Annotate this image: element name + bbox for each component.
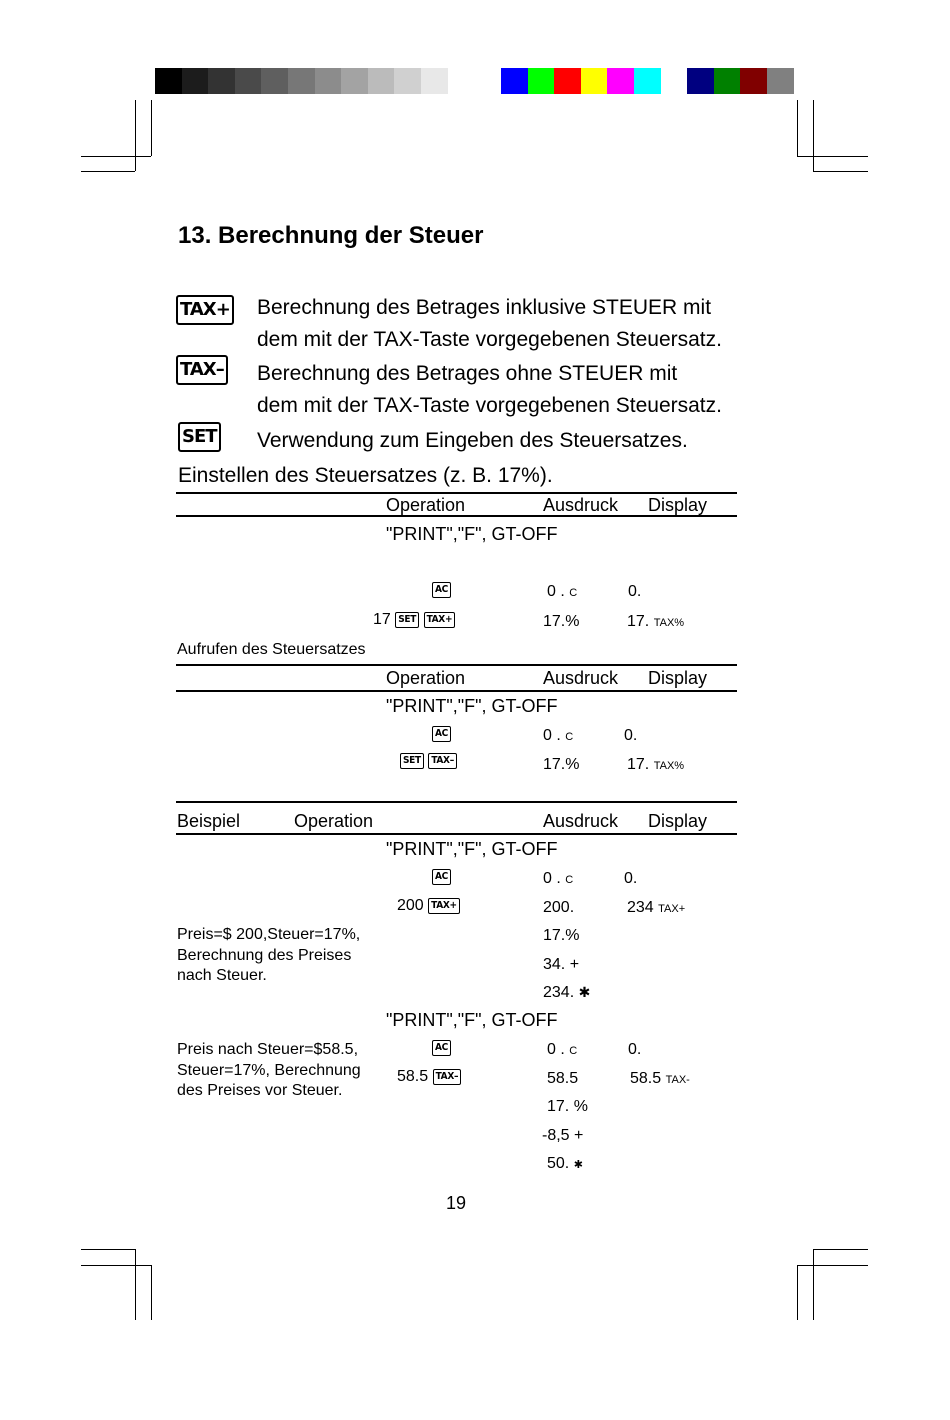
color-swatch [607, 68, 634, 94]
mode-setting: "PRINT","F", GT-OFF [386, 839, 558, 859]
gray-swatch [261, 68, 288, 94]
set-description: Verwendung zum Eingeben des Steuersatzes. [257, 429, 688, 452]
operation-keys [397, 897, 460, 915]
operation-keys [432, 868, 451, 886]
header-operation: Operation [294, 811, 374, 831]
gray-swatch [341, 68, 368, 94]
dark-swatch [740, 68, 767, 94]
tax-plus-key-icon: TAX+ [428, 898, 460, 914]
ausdruck-number: 0 . [547, 1041, 565, 1058]
description-line: Preis nach Steuer=$58.5, [177, 1041, 359, 1058]
set-key-icon: SET [178, 422, 221, 452]
ausdruck-value [543, 870, 573, 888]
ausdruck-value [543, 727, 573, 745]
description-line: nach Steuer. [177, 967, 267, 984]
tax-minus-key-icon: TAX– [428, 753, 457, 769]
display-value [627, 613, 684, 631]
color-swatch [554, 68, 581, 94]
gray-swatch [421, 68, 448, 94]
ac-key-icon: AC [432, 1040, 451, 1056]
recall-label: Aufrufen des Steuersatzes [177, 641, 366, 658]
example-description [177, 1040, 361, 1102]
operation-number: 200 [397, 897, 424, 914]
color-swatch [634, 68, 661, 94]
ausdruck-suffix: C [565, 874, 574, 886]
description-line: des Preises vor Steuer. [177, 1082, 343, 1099]
ausdruck-value: 17.% [543, 613, 580, 630]
table-rule [176, 690, 737, 692]
display-value: 0. [624, 727, 638, 744]
ausdruck-value [547, 1041, 577, 1059]
color-swatch [581, 68, 608, 94]
gray-swatch [288, 68, 315, 94]
gray-swatch [315, 68, 342, 94]
display-value: 0. [628, 583, 642, 600]
ausdruck-suffix: C [569, 1045, 578, 1057]
operation-keys [432, 581, 451, 599]
tax-plus-description [257, 292, 722, 356]
operation-keys [432, 1039, 451, 1057]
display-number: 17. [627, 756, 650, 773]
mode-setting: "PRINT","F", GT-OFF [386, 1010, 558, 1030]
ac-key-icon: AC [432, 582, 451, 598]
dark-swatch [714, 68, 741, 94]
header-operation: Operation [386, 495, 466, 515]
display-number: 17. [627, 613, 650, 630]
ausdruck-value [543, 984, 590, 1002]
gray-swatch [182, 68, 209, 94]
description-line: dem mit der TAX-Taste vorgegebenen Steuersatz. [257, 394, 722, 417]
operation-keys [400, 752, 457, 770]
display-value: 0. [628, 1041, 642, 1058]
ausdruck-value [547, 583, 577, 601]
tax-plus-key-icon: TAX+ [176, 295, 234, 325]
display-value [627, 756, 684, 774]
display-value [627, 899, 685, 917]
ac-key-icon: AC [432, 726, 451, 742]
description-line: dem mit der TAX-Taste vorgegebenen Steuersatz. [257, 328, 722, 351]
set-key-icon: SET [395, 612, 419, 628]
table-rule [176, 664, 737, 666]
mode-setting: "PRINT","F", GT-OFF [386, 524, 558, 544]
operation-number: 58.5 [397, 1068, 429, 1085]
ausdruck-number: 50. [547, 1155, 570, 1172]
header-ausdruck: Ausdruck [543, 811, 619, 831]
header-beispiel: Beispiel [177, 811, 241, 831]
ausdruck-number: 0 . [543, 870, 561, 887]
description-line: Berechnung des Betrages ohne STEUER mit [257, 362, 678, 385]
gray-swatch [208, 68, 235, 94]
display-number: 234 [627, 899, 654, 916]
gray-swatch [155, 68, 182, 94]
set-key-icon: SET [400, 753, 424, 769]
display-value [630, 1070, 690, 1088]
gray-swatch [235, 68, 262, 94]
operation-keys [373, 611, 455, 629]
ausdruck-value: 34. + [543, 956, 580, 973]
header-display: Display [648, 495, 708, 515]
display-suffix: TAX- [665, 1074, 690, 1086]
dark-swatch [767, 68, 794, 94]
display-number: 58.5 [630, 1070, 662, 1087]
display-suffix: TAX% [653, 760, 685, 772]
ausdruck-value: -8,5 + [542, 1127, 584, 1144]
ac-key-icon: AC [432, 869, 451, 885]
tax-minus-description [257, 358, 722, 422]
ausdruck-value: 17.% [543, 756, 580, 773]
tax-minus-key-icon: TAX– [176, 355, 228, 385]
ausdruck-value [547, 1155, 583, 1173]
header-ausdruck: Ausdruck [543, 495, 619, 515]
ausdruck-value: 17. % [547, 1098, 588, 1115]
ausdruck-value: 200. [543, 899, 575, 916]
header-ausdruck: Ausdruck [543, 668, 619, 688]
ausdruck-value: 17.% [543, 927, 580, 944]
display-value: 0. [624, 870, 638, 887]
operation-number: 17 [373, 611, 391, 628]
color-swatch [501, 68, 528, 94]
display-suffix: TAX% [653, 617, 685, 629]
gray-swatch [394, 68, 421, 94]
table-rule [176, 801, 737, 803]
ausdruck-number: 234. [543, 984, 575, 1001]
description-line: Berechnung des Betrages inklusive STEUER mit [257, 296, 712, 319]
table-rule [176, 492, 737, 494]
example-description [177, 925, 360, 987]
set-rate-heading: Einstellen des Steuersatzes (z. B. 17%). [178, 464, 553, 487]
ausdruck-value: 58.5 [547, 1070, 579, 1087]
ausdruck-number: 0 . [543, 727, 561, 744]
ausdruck-suffix: C [565, 731, 574, 743]
description-line: Steuer=17%, Berechnung [177, 1061, 361, 1079]
description-line: Berechnung des Preises [177, 946, 352, 964]
ausdruck-number: 0 . [547, 583, 565, 600]
tax-minus-key-icon: TAX– [433, 1069, 462, 1085]
operation-keys [397, 1068, 461, 1086]
color-swatch [528, 68, 555, 94]
operation-keys [432, 725, 451, 743]
total-mark-icon: ✱ [573, 1159, 583, 1171]
page-title: 13. Berechnung der Steuer [178, 222, 484, 249]
table-rule [176, 515, 737, 517]
header-display: Display [648, 668, 708, 688]
display-suffix: TAX+ [658, 903, 686, 915]
table-rule [176, 833, 737, 835]
total-mark-icon: ✱ [578, 984, 591, 1000]
description-line: Preis=$ 200,Steuer=17%, [177, 926, 361, 943]
header-display: Display [648, 811, 708, 831]
gray-swatch [368, 68, 395, 94]
ausdruck-suffix: C [569, 587, 578, 599]
page-number: 19 [446, 1193, 467, 1213]
tax-plus-key-icon: TAX+ [424, 612, 456, 628]
header-operation: Operation [386, 668, 466, 688]
dark-swatch [687, 68, 714, 94]
mode-setting: "PRINT","F", GT-OFF [386, 696, 558, 716]
